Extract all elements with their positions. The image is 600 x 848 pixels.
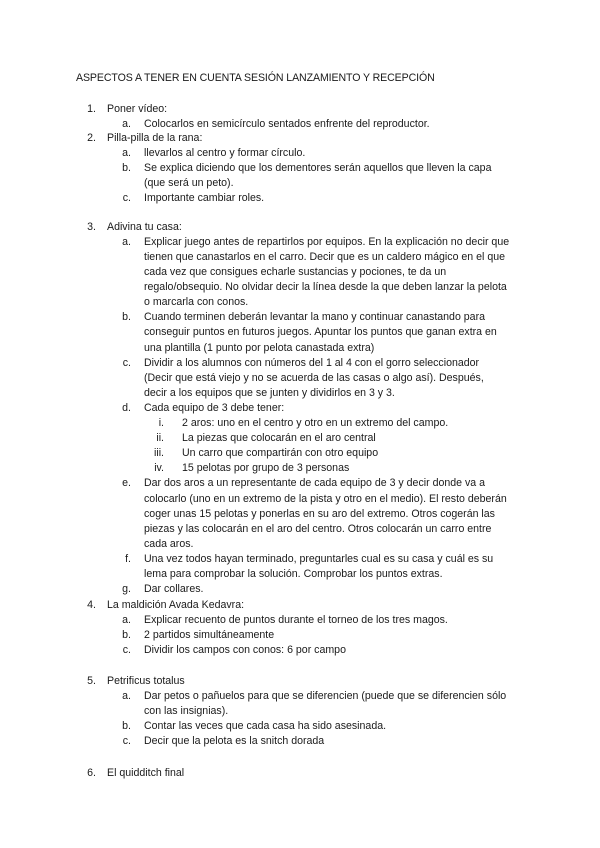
sub-item-text: Dar petos o pañuelos para que se diferencien (puede que se diferencien sólo [144,689,507,702]
sub-letter: b. [122,161,131,174]
sub-item-text: Dividir a los alumnos con números del 1 al 4 con el gorro seleccionador [144,356,480,369]
sub-item-text: Importante cambiar roles. [144,192,265,205]
sub-letter: b. [122,720,131,732]
sub-item-text: lema para comprobar la solución. Comprobar los puntos extras. [144,568,443,580]
sub-item-text: coger unas 15 pelotas y ponerlas en su aro del extremo. Otros cogerán las [144,507,495,520]
sub-letter: a. [122,689,131,702]
sub-item-text: o marcarla con conos. [144,296,249,309]
document-title: ASPECTOS A TENER EN CUENTA SESIÓN LANZAMIENTO Y RECEPCIÓN [76,72,435,84]
sub-item-text: decir a los equipos que se junten y dividirlos en 3 y 3. [144,386,395,399]
list-item-heading: Adivina tu casa: [107,221,182,233]
list-number: 4. [87,599,96,611]
sub-letter: a. [122,235,131,248]
sub-item-text: Se explica diciendo que los dementores serán aquellos que lleven la capa [144,161,492,174]
sub-item-text: Decir que la pelota es la snitch dorada [144,735,325,748]
sub-letter: c. [122,735,131,748]
sub-item-text: Dar collares. [144,583,204,596]
roman-item-text: 2 aros: uno en el centro y otro en un extremo del campo. [182,417,449,429]
sub-item-text: Colocarlos en semicírculo sentados enfrente del reproductor. [144,117,430,130]
sub-letter: f. [125,552,131,565]
sub-item-text: una plantilla (1 punto por pelota canastada extra) [144,341,375,354]
list-item-heading: Poner vídeo: [107,103,168,115]
sub-letter: g. [122,583,131,596]
sub-item-text: Una vez todos hayan terminado, preguntarles cual es su casa y cuál es su [144,552,494,565]
roman-item-text: Un carro que compartirán con otro equipo [182,447,379,460]
sub-letter: e. [122,477,131,490]
roman-number: ii. [156,432,164,445]
roman-number: i. [158,417,164,429]
sub-item-text: cada vez que consigues echarle sustancias y pociones, te da un [144,266,447,278]
sub-item-text: cada aros. [144,537,194,550]
list-number: 3. [87,221,96,233]
sub-item-text: regalo/obsequio. No olvidar decir la línea desde la que deben lanzar la pelota [144,281,507,294]
sub-letter: d. [122,401,131,414]
list-number: 6. [87,767,96,779]
sub-item-text: Cuando terminen deberán levantar la mano y continuar canastando para [144,311,485,324]
sub-letter: c. [122,192,131,205]
sub-item-text: Contar las veces que cada casa ha sido asesinada. [144,720,387,732]
sub-item-text: (Decir que está viejo y no se acuerda de las casas o algo así). Después, [144,371,484,384]
sub-letter: a. [122,117,131,130]
list-number: 2. [87,132,96,144]
sub-item-text: Dividir los campos con conos: 6 por campo [144,644,346,656]
sub-letter: a. [122,146,131,159]
sub-item-text: Cada equipo de 3 debe tener: [144,401,285,414]
sub-letter: c. [122,644,131,656]
sub-letter: b. [122,311,131,324]
sub-item-text: 2 partidos simultáneamente [144,628,275,641]
sub-item-text: Explicar recuento de puntos durante el torneo de los tres magos. [144,613,448,626]
sub-letter: c. [122,356,131,369]
sub-item-text: Explicar juego antes de repartirlos por equipos. En la explicación no decir que [144,235,510,248]
roman-item-text: La piezas que colocarán en el aro central [182,432,376,445]
list-item-heading: La maldición Avada Kedavra: [107,599,245,611]
sub-item-text: piezas y las colocarán en el aro del centro. Otros colocarán un carro entre [144,522,492,535]
sub-letter: a. [122,613,131,626]
sub-item-text: Dar dos aros a un representante de cada equipo de 3 y decir donde va a [144,477,485,490]
sub-item-text: conseguir puntos en futuros juegos. Apuntar los puntos que ganan extra en [144,326,497,339]
sub-item-text: colocarlo (uno en un extremo de la pista y otro en el medio). El resto deberán [144,492,507,505]
list-item-heading: Pilla-pilla de la rana: [107,132,203,144]
roman-item-text: 15 pelotas por grupo de 3 personas [182,462,350,475]
list-number: 5. [87,675,96,687]
list-number: 1. [87,103,96,115]
sub-item-text: llevarlos al centro y formar círculo. [144,146,306,159]
list-item-heading: El quidditch final [107,767,185,779]
sub-item-text: con las insignias). [144,704,229,717]
list-item-heading: Petrificus totalus [107,675,185,687]
sub-letter: b. [122,628,131,641]
roman-number: iii. [153,447,164,460]
roman-number: iv. [154,462,164,475]
sub-item-text: (que será un peto). [144,177,234,189]
sub-item-text: tienen que canastarlos en el carro. Decir que es un caldero mágico en el que [144,250,505,263]
